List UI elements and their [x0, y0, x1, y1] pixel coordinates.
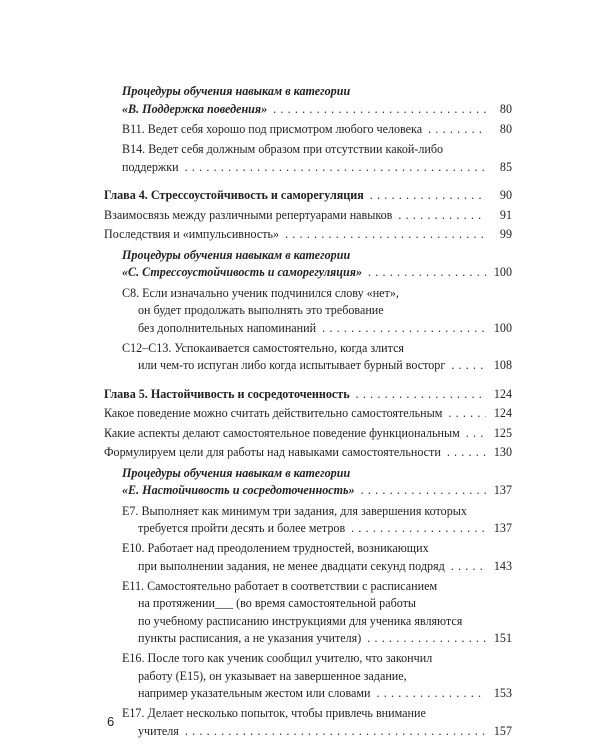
dot-leader: [273, 101, 486, 119]
toc-entry-text: поддержки: [122, 159, 179, 174]
dot-leader: [451, 558, 486, 576]
toc-skill-e16: [104, 650, 512, 703]
toc-skill-e10: [104, 540, 512, 575]
toc-entry-text: Какие аспекты делают самостоятельное поведение функциональным: [104, 425, 460, 440]
toc-skill-e7: [104, 503, 512, 538]
toc-page-number: 124: [493, 406, 512, 420]
dot-leader: [351, 520, 486, 538]
toc-skill-e11: [104, 578, 512, 648]
dot-leader: [185, 159, 486, 177]
toc-line: работу (E15), он указывает на завершенное задание,: [138, 668, 407, 683]
toc-entry-text: Последствия и «импульсивность»: [104, 227, 280, 241]
toc-entry-text: «B. Поддержка поведения»: [122, 101, 268, 116]
toc-entry[interactable]: [122, 320, 512, 338]
toc-line: он будет продолжать выполнять это требование: [138, 303, 384, 317]
toc-page-number: 125: [493, 425, 512, 440]
chapter-title: Глава 4. Стрессоустойчивость и саморегуляция: [104, 188, 364, 202]
toc-page-number: 137: [493, 521, 512, 535]
dot-leader: [361, 482, 486, 500]
toc-entry-text: Взаимосвязь между различными репертуарами навыков: [104, 207, 393, 222]
toc-skill-b14: [104, 141, 512, 176]
toc-page-number: 80: [499, 122, 512, 136]
toc-entry[interactable]: [122, 159, 512, 177]
dot-leader: [356, 386, 486, 404]
toc-page-number: 130: [493, 445, 512, 459]
toc-section[interactable]: [104, 425, 512, 443]
toc-entry[interactable]: [122, 520, 512, 538]
dot-leader: [451, 357, 486, 375]
toc-entry-text: «C. Стрессоустойчивость и саморегуляция»: [122, 265, 363, 279]
toc-section[interactable]: [104, 207, 512, 225]
toc-entry[interactable]: [122, 101, 512, 119]
toc-line: E17. Делает несколько попыток, чтобы привлечь внимание: [122, 706, 426, 720]
dot-leader: [367, 630, 486, 648]
dot-leader: [428, 121, 486, 139]
toc-page-number: 108: [493, 358, 512, 372]
toc-section[interactable]: [104, 405, 512, 423]
toc-page-number: 85: [499, 159, 512, 174]
toc-line: на протяжении___ (во время самостоятельной работы: [138, 596, 417, 610]
toc-entry-text: Какое поведение можно считать действительно самостоятельным: [104, 406, 443, 420]
toc-entry[interactable]: [122, 685, 512, 703]
dot-leader: [368, 264, 486, 282]
toc-page-number: 143: [493, 558, 512, 573]
toc-line: E11. Самостоятельно работает в соответствии с расписанием: [122, 578, 438, 593]
toc-procedures-b: [104, 83, 512, 118]
toc-page-number: 153: [493, 686, 512, 700]
dot-leader: [285, 226, 486, 244]
toc-line: C8. Если изначально ученик подчинился слову «нет»,: [122, 285, 399, 300]
toc-entry-text: пункты расписания, а не указания учителя): [138, 631, 362, 645]
toc-entry[interactable]: [122, 558, 512, 576]
toc-entry-text: учителя: [138, 723, 179, 738]
toc-entry-text: например указательным жестом или словами: [138, 686, 371, 700]
toc-section[interactable]: [104, 444, 512, 462]
toc-page-number: 157: [493, 723, 512, 738]
toc-line: C12–C13. Успокаивается самостоятельно, когда злится: [122, 340, 404, 355]
toc-entry[interactable]: [122, 264, 512, 282]
toc-page-number: 100: [493, 265, 512, 279]
toc-skill-c8: [104, 285, 512, 338]
toc-line: Процедуры обучения навыкам в категории: [122, 465, 351, 480]
toc-entry-text: при выполнении задания, не менее двадцати секунд подряд: [138, 558, 445, 573]
dot-leader: [370, 187, 486, 205]
dot-leader: [398, 207, 486, 225]
toc-entry-text: Формулируем цели для работы над навыками самостоятельности: [104, 445, 441, 459]
toc-page-number: 90: [499, 188, 512, 202]
toc-skill-c12: [104, 340, 512, 375]
toc-page-number: 91: [499, 207, 512, 222]
toc-page-number: 151: [493, 631, 512, 645]
toc-line: Процедуры обучения навыкам в категории: [122, 247, 351, 262]
dot-leader: [448, 405, 486, 423]
toc-line: E10. Работает над преодолением трудностей, возникающих: [122, 541, 429, 555]
toc-procedures-e: [104, 465, 512, 500]
toc-line: E7. Выполняет как минимум три задания, для завершения которых: [122, 503, 467, 518]
toc-entry-text: B11. Ведет себя хорошо под присмотром любого человека: [122, 122, 423, 136]
dot-leader: [466, 425, 486, 443]
toc-skill-e17: [104, 705, 512, 740]
toc-page-number: 100: [493, 320, 512, 335]
toc-entry-text: без дополнительных напоминаний: [138, 320, 317, 335]
page-number: 6: [107, 714, 115, 729]
toc-chapter-4[interactable]: [104, 187, 512, 205]
toc-page-number: 137: [493, 483, 512, 497]
toc-page-number: 80: [499, 101, 512, 116]
toc-chapter-5[interactable]: [104, 386, 512, 404]
toc-line: B14. Ведет себя должным образом при отсутствии какой-либо: [122, 142, 444, 156]
toc-entry[interactable]: [122, 121, 512, 139]
toc-entry[interactable]: [122, 723, 512, 741]
chapter-title: Глава 5. Настойчивость и сосредоточенность: [104, 386, 350, 401]
table-of-contents: [104, 82, 512, 740]
toc-entry[interactable]: [122, 357, 512, 375]
toc-skill-b11: [104, 121, 512, 139]
toc-page-number: 124: [493, 386, 512, 401]
toc-page-number: 99: [499, 227, 512, 241]
toc-entry-text: или чем-то испуган либо когда испытывает бурный восторг: [138, 358, 446, 372]
toc-section[interactable]: [104, 226, 512, 244]
dot-leader: [377, 685, 486, 703]
dot-leader: [447, 444, 486, 462]
toc-line: Процедуры обучения навыкам в категории: [122, 84, 351, 98]
toc-entry[interactable]: [122, 630, 512, 648]
toc-entry-text: требуется пройти десять и более метров: [138, 521, 346, 535]
dot-leader: [322, 320, 486, 338]
toc-line: по учебному расписанию инструкциями для ученика являются: [138, 613, 463, 628]
toc-entry-text: «E. Настойчивость и сосредоточенность»: [122, 483, 355, 497]
toc-entry[interactable]: [122, 482, 512, 500]
dot-leader: [185, 723, 486, 741]
toc-procedures-c: [104, 247, 512, 282]
toc-line: E16. После того как ученик сообщил учителю, что закончил: [122, 651, 433, 665]
